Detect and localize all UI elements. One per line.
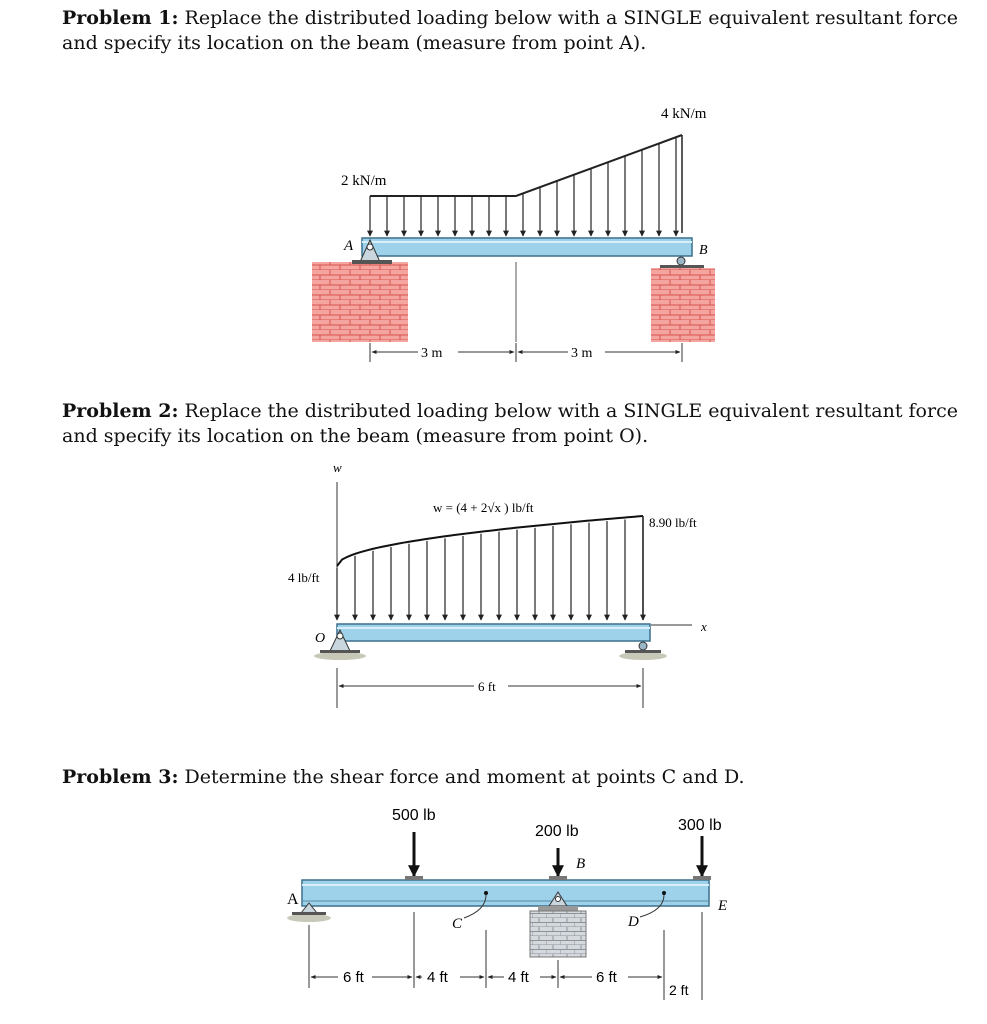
p1-load-left-label: 2 kN/m [341,173,387,189]
p3-point-b-label: B [576,856,586,872]
p1-load-right-label: 4 kN/m [661,106,707,122]
p1-dim-right-label: 3 m [571,346,593,361]
p2-ground-left [314,652,366,660]
p3-point-c-marker [484,891,488,895]
p3-point-d-marker [662,891,666,895]
p1-pin-a [367,244,373,250]
p3-dim4-label: 6 ft [596,969,617,986]
p1-load-arrows [370,137,676,236]
p3-dim5-label: 2 ft [669,982,689,998]
p3-block-cap [538,906,578,911]
problem1-text-line1: Replace the distributed loading below with a SINGLE equivalent resultant force [178,7,958,29]
p3-pin-b [556,897,561,902]
p2-point-o-label: O [315,631,326,646]
problem3-text: Determine the shear force and moment at points C and D. [178,766,745,788]
p2-load-right-label: 8.90 lb/ft [649,515,697,530]
p1-roller-base [660,265,704,268]
p3-force3-plate [693,876,711,880]
p2-roller [639,642,647,650]
problem3-figure [287,807,727,1000]
p3-dim2-label: 4 ft [427,969,448,986]
p3-point-c-label: C [452,916,463,932]
p3-force2-label: 200 lb [535,823,579,840]
p3-masonry-block [530,911,586,957]
p2-equation-label: w = (4 + 2√x ) lb/ft [433,500,534,515]
p3-beam [302,880,709,906]
p3-point-e-label: E [718,898,728,914]
problem3-title: Problem 3: [62,766,179,788]
p2-load-left-label: 4 lb/ft [288,570,320,585]
p2-beam [337,624,650,641]
p2-pin-base [320,650,360,653]
problem2-text-line2: and specify its location on the beam (measure from point O). [62,425,649,447]
p1-beam [362,238,692,256]
p2-load-arrows [337,518,643,620]
p1-point-a-label: A [344,238,354,254]
p2-w-axis-label: w [333,460,342,475]
problem1-figure [312,106,715,362]
p3-point-d-label: D [628,914,639,930]
p1-roller-b [677,257,685,265]
p2-x-axis-label: x [701,619,707,634]
p3-force1-label: 500 lb [392,807,436,824]
problem1-title: Problem 1: [62,7,179,29]
problem2-figure [288,460,707,708]
p3-force2-plate [549,876,567,880]
p3-pin-a-base [292,912,326,915]
p1-pin-base [352,260,392,264]
p2-load-curve [337,516,643,566]
p1-left-brick-support [312,262,408,342]
p1-load-outline [370,135,682,196]
problem1-text-line2: and specify its location on the beam (measure from point A). [62,32,647,54]
problem2-text-line1: Replace the distributed loading below with a SINGLE equivalent resultant force [178,400,958,422]
p3-force1-plate [405,876,423,880]
problem2-title: Problem 2: [62,400,179,422]
p2-roller-base [625,650,661,653]
p1-point-b-label: B [699,243,708,258]
p2-pin-o [337,633,343,639]
p3-dim1-label: 6 ft [343,969,364,986]
p3-dim3-label: 4 ft [508,969,529,986]
p2-ground-right [619,652,667,660]
p1-dim-left-label: 3 m [421,346,443,361]
p3-point-a-label: A [287,891,299,908]
p1-right-brick-support [651,268,715,342]
p3-force3-label: 300 lb [678,817,722,834]
p2-dim-label: 6 ft [478,679,496,694]
p3-ground-a [287,914,331,922]
